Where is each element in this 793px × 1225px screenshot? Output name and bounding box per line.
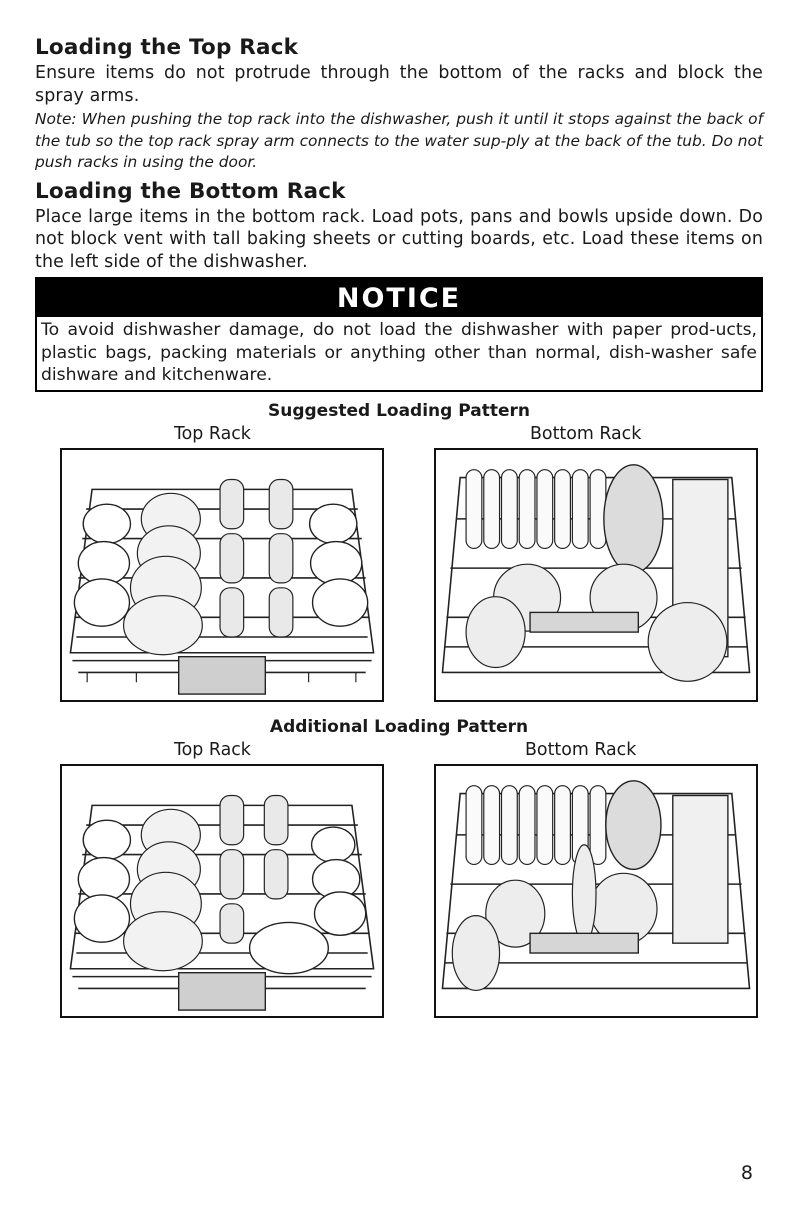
additional-pattern-panels — [35, 764, 763, 1024]
top-rack-drawing — [62, 450, 382, 700]
additional-pattern-labels — [35, 738, 763, 764]
suggested-top-rack-label: Top Rack — [174, 423, 251, 444]
bottom-rack-drawing — [436, 766, 756, 1016]
manual-page — [35, 34, 763, 1024]
top-rack-instructions: Ensure items do not protrude through the bottom of the racks and block the spray arms. — [35, 63, 763, 106]
additional-top-rack-label: Top Rack — [174, 739, 251, 760]
top-rack-note: Note: When pushing the top rack into the dishwasher, push it until it stops against the back of the tub so the top rack spray arm connects to the water sup-ply at the back of the tub. Do not push racks in using the door. — [35, 110, 763, 171]
suggested-top-rack-illustration — [60, 448, 384, 702]
notice-text: To avoid dishwasher damage, do not load the dishwasher with paper prod-ucts, plastic bags, packing materials or anything other than normal, dish-washer safe dishware and kitchenware. — [41, 320, 757, 385]
bottom-rack-drawing — [436, 450, 756, 700]
suggested-bottom-rack-illustration — [434, 448, 758, 702]
top-rack-heading: Loading the Top Rack — [35, 35, 299, 60]
suggested-pattern-panels — [35, 448, 763, 708]
page-number: 8 — [740, 1162, 753, 1184]
suggested-pattern-title: Suggested Loading Pattern — [268, 400, 530, 421]
notice-box — [35, 277, 763, 392]
suggested-bottom-rack-label: Bottom Rack — [530, 423, 642, 444]
bottom-rack-instructions: Place large items in the bottom rack. Load pots, pans and bowls upside down. Do not block vent with tall baking sheets or cutting boards, etc. Load these items on the left side of the dishwasher. — [35, 206, 763, 272]
additional-pattern-title: Additional Loading Pattern — [269, 716, 529, 737]
top-rack-drawing — [62, 766, 382, 1016]
additional-top-rack-illustration — [60, 764, 384, 1018]
additional-bottom-rack-illustration — [434, 764, 758, 1018]
additional-bottom-rack-label: Bottom Rack — [525, 739, 637, 760]
notice-title: NOTICE — [37, 279, 761, 317]
suggested-pattern-labels — [35, 422, 763, 448]
bottom-rack-heading: Loading the Bottom Rack — [35, 178, 346, 204]
